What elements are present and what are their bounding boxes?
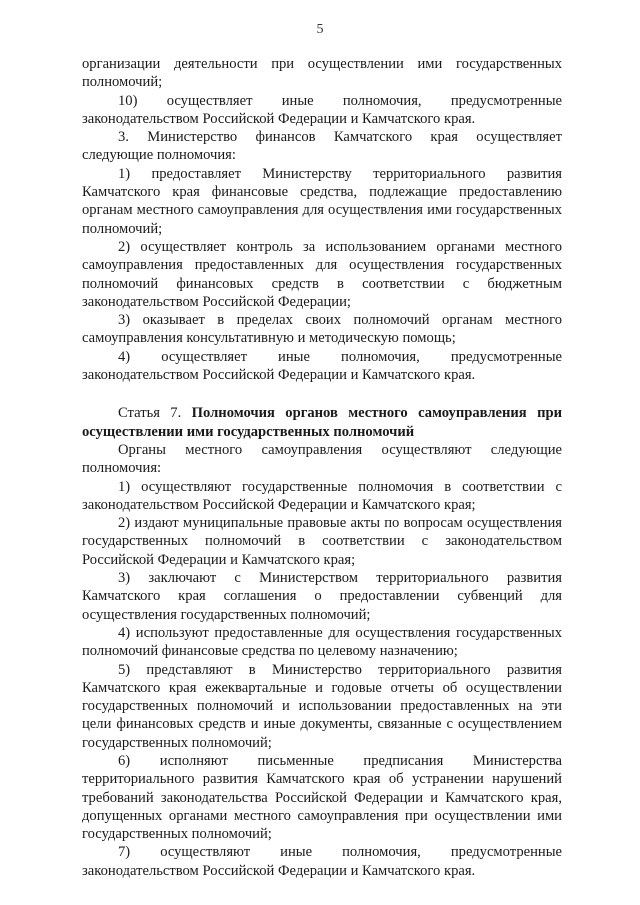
paragraph-item-2: 2) осуществляет контроль за использованием органами местного самоуправления предоставленных для осуществления государственных полномочий финансовых средств в соответствии с бюджетным законодательством Российской Федерации; <box>82 238 562 310</box>
article-item-3: 3) заключают с Министерством территориального развития Камчатского края соглашения о предоставлении субвенций для осуществления государственных полномочий; <box>82 570 562 623</box>
article-item-6: 6) исполняют письменные предписания Министерства территориального развития Камчатского края об устранении нарушений требований законодательства Российской Федерации и Камчатского края, допущенных органами местного самоуправления при осуществлении ими государственных полномочий; <box>82 752 562 843</box>
spacer <box>82 384 562 404</box>
article-label: Статья 7. <box>118 405 182 422</box>
article-item-2: 2) издают муниципальные правовые акты по вопросам осуществления государственных полномочий в соответствии с законодательством Российской Федерации и Камчатского края; <box>82 515 562 568</box>
article-heading <box>82 404 562 441</box>
paragraph-item-1: 1) предоставляет Министерству территориального развития Камчатского края финансовые средства, подлежащие предоставлению органам местного самоуправления для осуществления ими государственных полномочий; <box>82 165 562 237</box>
article-item-5: 5) представляют в Министерство территориального развития Камчатского края ежеквартальные и годовые отчеты об осуществлении государственных полномочий и использовании предоставленных на эти цели финансовых средств и иные документы, связанные с осуществлением государственных полномочий; <box>82 661 562 751</box>
paragraph-item-3: 3) оказывает в пределах своих полномочий органам местного самоуправления консультативную и методическую помощь; <box>82 312 562 347</box>
paragraph-item-10: 10) осуществляет иные полномочия, предусмотренные законодательством Российской Федерации и Камчатского края. <box>82 92 562 127</box>
paragraph-item-4: 4) осуществляет иные полномочия, предусмотренные законодательством Российской Федерации и Камчатского края. <box>82 348 562 384</box>
article-title: Полномочия органов местного самоуправления при осуществлении ими государственных полномочий <box>82 405 562 440</box>
article-item-1: 1) осуществляют государственные полномочия в соответствии с законодательством Российской Федерации и Камчатского края; <box>82 478 562 513</box>
page-number: 5 <box>316 22 324 37</box>
paragraph-section-3: 3. Министерство финансов Камчатского края осуществляет следующие полномочия: <box>82 129 562 164</box>
article-intro: Органы местного самоуправления осуществляют следующие полномочия: <box>82 441 562 477</box>
document-body <box>82 55 562 880</box>
article-item-4: 4) используют предоставленные для осуществления государственных полномочий финансовые средства по целевому назначению; <box>82 624 562 660</box>
paragraph-continuation: организации деятельности при осуществлении ими государственных полномочий; <box>82 56 562 91</box>
article-item-7: 7) осуществляют иные полномочия, предусмотренные законодательством Российской Федерации и Камчатского края. <box>82 844 562 879</box>
